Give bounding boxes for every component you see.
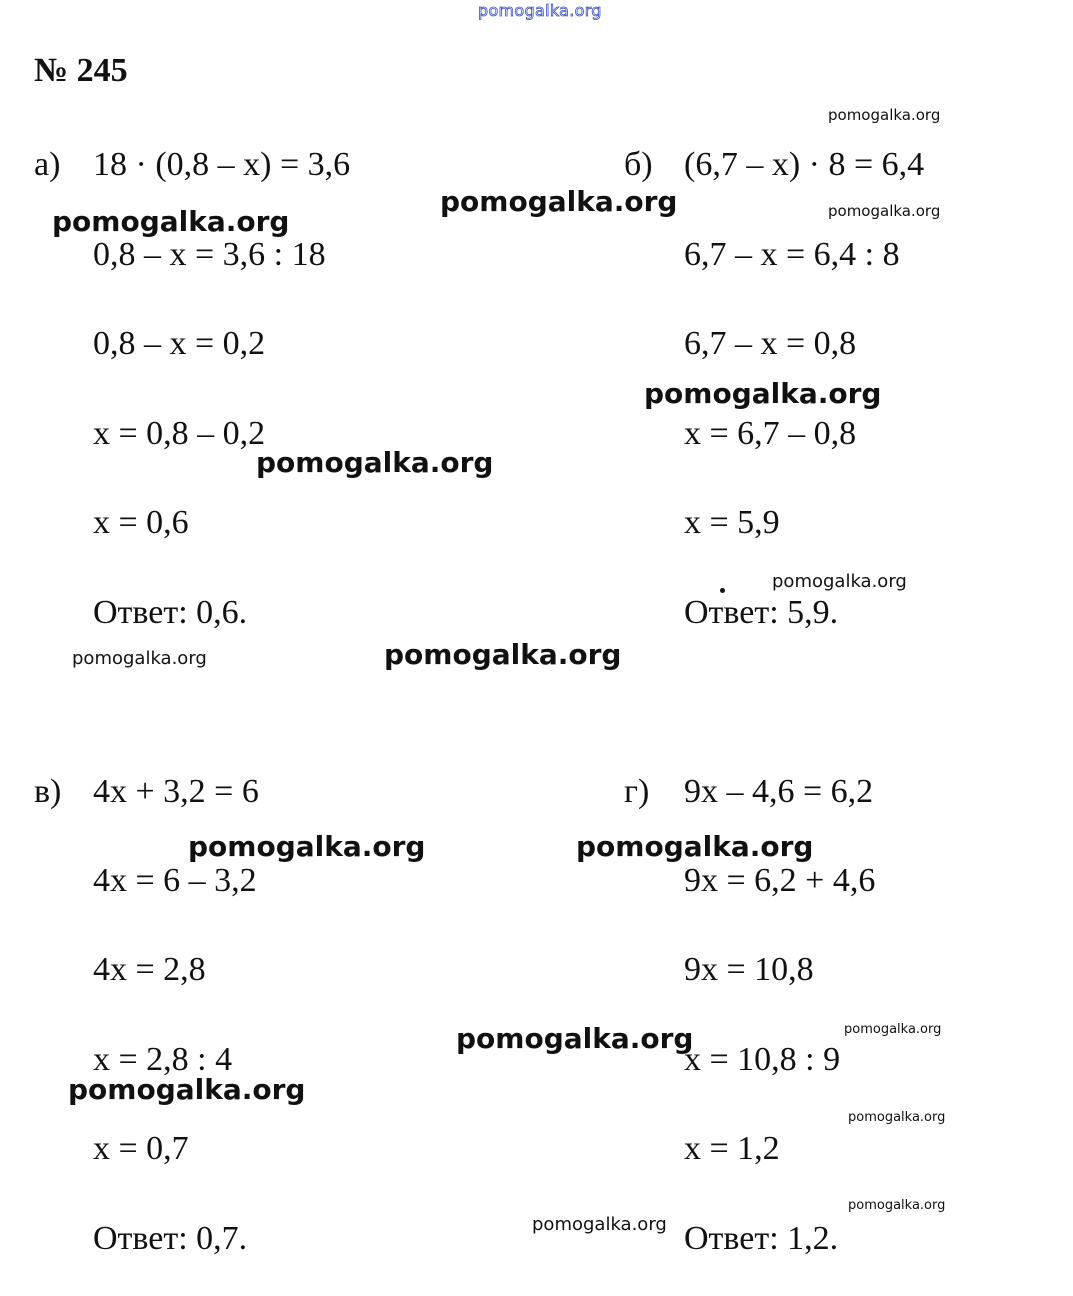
problem-a-step-3: x = 0,8 – 0,2 bbox=[93, 415, 266, 452]
problem-b-step-4: x = 5,9 bbox=[684, 504, 780, 541]
watermark: pomogalka.org bbox=[828, 202, 941, 220]
problem-b-step-1: 6,7 – x = 6,4 : 8 bbox=[684, 236, 900, 273]
problem-v-answer: Ответ: 0,7. bbox=[93, 1220, 248, 1257]
header-watermark: pomogalka.org bbox=[478, 1, 602, 20]
problem-a-step-2: 0,8 – x = 0,2 bbox=[93, 325, 266, 362]
problem-g-answer: Ответ: 1,2. bbox=[684, 1220, 839, 1257]
problem-number-title: № 245 bbox=[34, 52, 128, 89]
problem-g-step-4: x = 1,2 bbox=[684, 1130, 780, 1167]
problem-b-label: б) bbox=[624, 146, 653, 183]
watermark: pomogalka.org bbox=[256, 446, 494, 479]
watermark: pomogalka.org bbox=[576, 830, 814, 863]
problem-b-answer: Ответ: 5,9. bbox=[684, 594, 839, 631]
watermark: pomogalka.org bbox=[72, 648, 207, 669]
watermark: pomogalka.org bbox=[384, 638, 622, 671]
problem-a-label: а) bbox=[34, 146, 61, 183]
watermark: pomogalka.org bbox=[848, 1110, 946, 1125]
problem-v-label: в) bbox=[34, 773, 62, 810]
stray-dot bbox=[720, 588, 725, 593]
problem-v-step-4: x = 0,7 bbox=[93, 1130, 189, 1167]
watermark: pomogalka.org bbox=[848, 1198, 946, 1213]
problem-a-step-4: x = 0,6 bbox=[93, 504, 189, 541]
watermark: pomogalka.org bbox=[828, 106, 941, 124]
problem-v-equation: 4x + 3,2 = 6 bbox=[93, 773, 259, 810]
watermark: pomogalka.org bbox=[68, 1073, 306, 1106]
watermark: pomogalka.org bbox=[644, 377, 882, 410]
problem-v-step-3: x = 2,8 : 4 bbox=[93, 1041, 233, 1078]
problem-g-step-2: 9x = 10,8 bbox=[684, 951, 814, 988]
problem-g-equation: 9x – 4,6 = 6,2 bbox=[684, 773, 874, 810]
problem-b-equation: (6,7 – x) · 8 = 6,4 bbox=[684, 146, 925, 183]
problem-a-step-1: 0,8 – x = 3,6 : 18 bbox=[93, 236, 326, 273]
problem-g-step-1: 9x = 6,2 + 4,6 bbox=[684, 862, 876, 899]
watermark: pomogalka.org bbox=[532, 1214, 667, 1235]
problem-g-step-3: x = 10,8 : 9 bbox=[684, 1041, 841, 1078]
problem-a-equation: 18 · (0,8 – x) = 3,6 bbox=[93, 146, 351, 183]
problem-v-step-2: 4x = 2,8 bbox=[93, 951, 206, 988]
watermark: pomogalka.org bbox=[772, 571, 907, 592]
problem-a-answer: Ответ: 0,6. bbox=[93, 594, 248, 631]
watermark: pomogalka.org bbox=[188, 830, 426, 863]
problem-b-step-3: x = 6,7 – 0,8 bbox=[684, 415, 857, 452]
watermark: pomogalka.org bbox=[844, 1022, 942, 1037]
problem-b-step-2: 6,7 – x = 0,8 bbox=[684, 325, 857, 362]
watermark: pomogalka.org bbox=[52, 205, 290, 238]
watermark: pomogalka.org bbox=[456, 1022, 694, 1055]
problem-g-label: г) bbox=[624, 773, 650, 810]
watermark: pomogalka.org bbox=[440, 185, 678, 218]
problem-v-step-1: 4x = 6 – 3,2 bbox=[93, 862, 257, 899]
